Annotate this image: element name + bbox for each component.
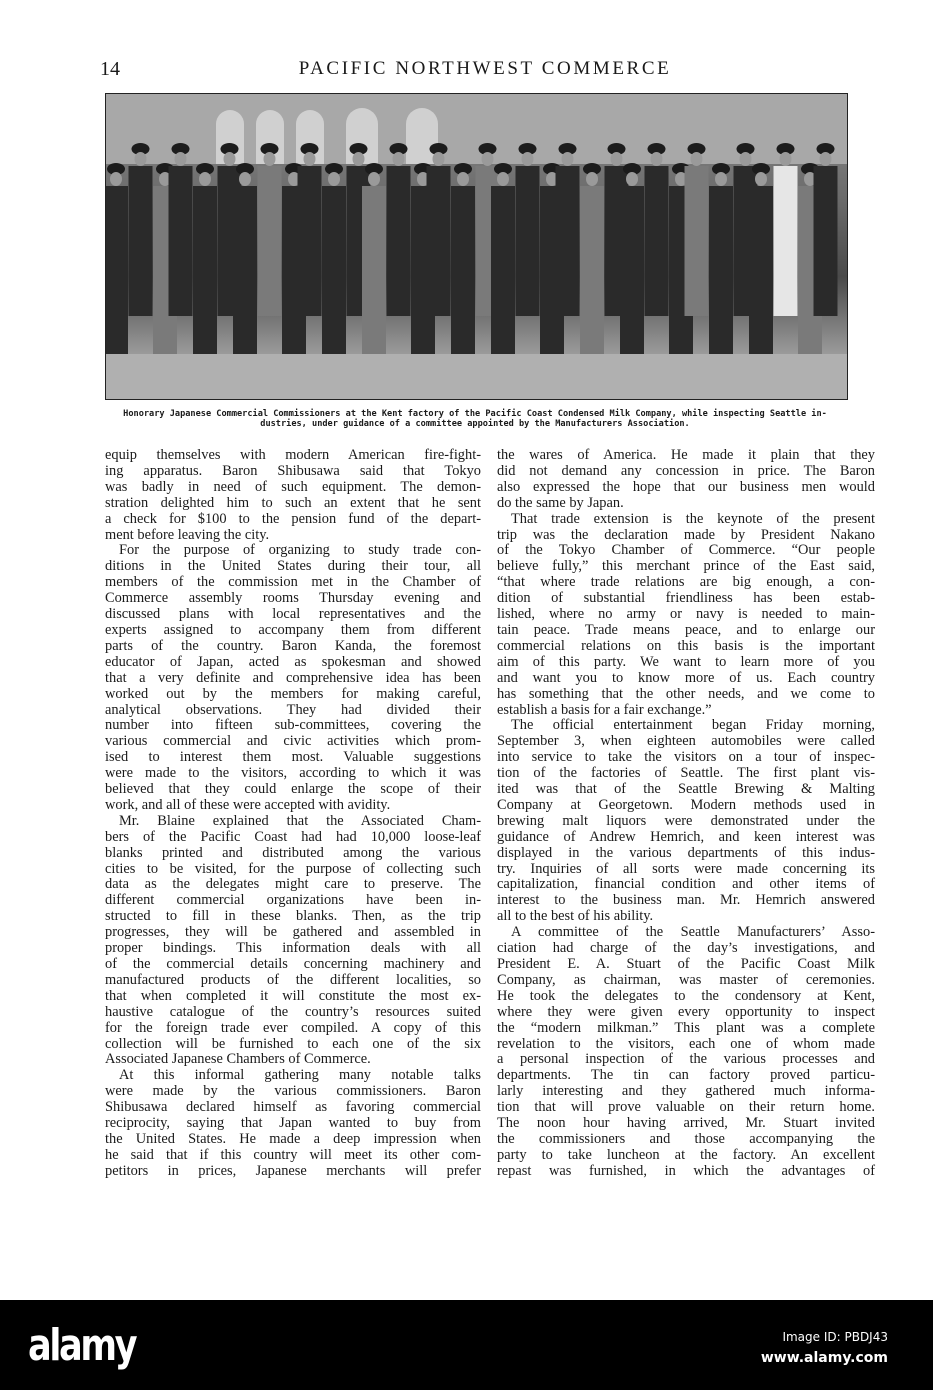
face [691,152,703,166]
figure [620,186,644,376]
text-line: Associated Japanese Chambers of Commerce. [105,1051,371,1068]
text-line: into service to take the visitors on a tour of inspec- [497,749,875,766]
text-line: he said that if this country will meet its other com- [105,1146,481,1163]
face [820,152,832,166]
paragraph [497,448,875,512]
text-line: capitalization, financial condition and other items of [497,876,875,893]
figure [580,186,604,376]
face [135,152,147,166]
text-line: haustive catalogue of the country’s resources suited [105,1003,481,1020]
figure [298,166,322,316]
text-line: a personal inspection of the various processes and [497,1051,875,1068]
text-line: the wares of America. He made it plain that they [497,447,875,463]
text-line: Commerce assembly rooms Thursday evening and [105,590,481,607]
left-column [105,448,481,1180]
text-line: trip was the declaration made by President Nakano [497,526,875,543]
text-line: bers of the Pacific Coast had had 10,000 loose-leaf [105,828,481,845]
face [368,172,380,186]
text-line: that a very definite and comprehensive idea has been [105,669,481,686]
text-line: larly interesting and they gathered much informa- [497,1083,875,1100]
paragraph [105,814,481,1069]
figure [427,166,451,316]
text-line: stration delighted him to such an extent that he sent [105,494,481,511]
text-line: members of the commission met in the Chamber of [105,574,481,591]
text-line: For the purpose of organizing to study trade con- [119,542,481,559]
figure [749,186,773,376]
text-line: commercial relations on this basis is the important [497,637,875,654]
paragraph [105,448,481,543]
text-line: analytical observations. They had divided their [105,701,481,718]
face [715,172,727,186]
face [264,152,276,166]
figure [233,186,257,376]
face [586,172,598,186]
face [239,172,251,186]
figure [193,186,217,376]
text-line: the United States. He made a deep impression when [105,1130,481,1147]
face [393,152,405,166]
text-line: President E. A. Stuart of the Pacific Coast Milk [497,956,875,972]
text-line: That trade extension is the keynote of the present [511,510,875,527]
text-line: data as the delegates might care to preserve. The [105,876,481,893]
paragraph [105,543,481,813]
figure [774,166,798,316]
text-line: brewing malt liquors were demonstrated under the [497,812,875,829]
text-line: ment before leaving the city. [105,526,270,543]
text-line: also expressed the hope that our business men would [497,478,875,495]
face [780,152,792,166]
text-line: various commercial and civic activities which prom- [105,733,481,750]
face [328,172,340,186]
watermark-bar [0,1300,933,1390]
figure [322,186,346,376]
group-photo-image [106,94,848,400]
face [199,172,211,186]
text-line: were made by the various commissioners. Baron [105,1083,481,1100]
text-line: tain peace. Trade means peace, and to enlarge our [497,621,875,638]
face [433,152,445,166]
text-line: blanks printed and distributed among the various [105,844,481,861]
photo-caption [100,409,850,429]
image-id: Image ID: PBDJ43 [782,1330,888,1344]
text-line: Company at Georgetown. Modern methods used in [497,796,875,813]
text-line: number into fifteen sub-committees, covering the [105,717,481,734]
text-line: ised to interest them most. Valuable suggestions [105,749,481,766]
paragraph [497,512,875,719]
text-line: lished, where no army or navy is needed to main- [497,606,875,623]
text-line: dition of substantial friendliness has been estab- [497,590,875,607]
text-line: repast was furnished, in which the advantages of [497,1162,875,1179]
text-line: proper bindings. This information deals with all [105,940,481,957]
text-line: ing apparatus. Baron Shibusawa said that Tokyo [105,462,481,479]
text-line: Company, as chairman, was master of ceremonies. [497,971,875,988]
text-line: has something that the other needs, and we come to [497,685,875,702]
face [353,152,365,166]
caption-line: Honorary Japanese Commercial Commissioners at the Kent factory of the Pacific Coast Condensed Milk Company, while inspecting Seattle in- [123,409,827,419]
text-line: the commissioners and those accompanying the [497,1130,875,1147]
text-line: were made to the visitors, according to which it was [105,765,481,782]
text-line: manufactured products of the different localities, so [105,971,481,988]
text-line: September 3, when eighteen automobiles were called [497,733,875,750]
figure [106,186,128,376]
paragraph [497,925,875,1180]
text-line: A committee of the Seattle Manufacturers’ Asso- [511,924,875,941]
face [482,152,494,166]
text-line: a check for $100 to the pension fund of the depart- [105,510,481,527]
site-url: www.alamy.com [760,1350,888,1366]
group-photo [105,93,848,400]
face [740,152,752,166]
figure [169,166,193,316]
face [562,152,574,166]
figure [645,166,669,316]
figure [685,166,709,316]
text-line: departments. The tin can factory proved particu- [497,1067,875,1084]
text-line: of the Tokyo Chamber of Commerce. “Our people [497,542,875,559]
face [626,172,638,186]
text-line: did not demand any concession in price. The Baron [497,462,875,479]
figure [387,166,411,316]
text-line: tion that will prove valuable on their return home. [497,1099,875,1116]
text-line: reciprocity, saying that Japan wanted to buy from [105,1115,481,1132]
text-line: the “modern milkman.” This plant was a complete [497,1019,875,1036]
face [755,172,767,186]
text-line: tion of the factories of Seattle. The first plant vis- [497,765,875,782]
text-line: do the same by Japan. [497,494,624,511]
text-line: He took the delegates to the condensory at Kent, [497,987,875,1004]
figure [258,166,282,316]
running-header: PACIFIC NORTHWEST COMMERCE [298,58,672,79]
street [106,354,848,400]
text-line: experts assigned to accompany them from different [105,621,481,638]
text-line: collection will be furnished to each one of the six [105,1035,481,1052]
text-line: Mr. Blaine explained that the Associated Cham- [119,812,481,829]
figure [129,166,153,316]
text-line: different commercial organizations have been in- [105,892,481,909]
text-line: The official entertainment began Friday morning, [511,717,875,734]
figure [814,166,838,316]
text-line: petitors in prices, Japanese merchants will prefer [105,1162,481,1179]
text-line: Shibusawa declared himself as favoring commercial [105,1099,481,1116]
face [224,152,236,166]
figure [709,186,733,376]
text-line: ited was that of the Seattle Brewing & Malting [497,781,875,798]
text-line: and want you to know more of us. Each country [497,669,875,686]
crowd-of-men [106,143,838,376]
face [611,152,623,166]
figure [451,186,475,376]
text-line: displayed in the various departments of this indus- [497,844,875,861]
text-line: structed to fill in these blanks. Then, as the trip [105,908,481,925]
figure [491,186,515,376]
text-line: equip themselves with modern American fire-fight- [105,447,481,463]
text-line: work, and all of these were accepted with avidity. [105,796,391,813]
face [457,172,469,186]
text-line: where they were given every opportunity to inspect [497,1003,875,1020]
text-line: interest to the business man. Mr. Hemrich answered [497,892,875,909]
text-line: At this informal gathering many notable talks [119,1067,481,1084]
text-line: was badly in need of such equipment. The demon- [105,478,481,495]
figure [362,186,386,376]
text-line: “that where trade relations are big enough, a con- [497,574,875,591]
text-line: believe fully,” this merchant prince of the East said, [497,558,875,575]
text-line: educator of Japan, acted as spokesman and showed [105,653,481,670]
text-line: aim of this party. We want to learn more of you [497,653,875,670]
text-line: believed that they could enlarge the scope of their [105,781,481,798]
face [522,152,534,166]
caption-line: dustries, under guidance of a committee appointed by the Manufacturers Association. [260,419,690,429]
paragraph [497,718,875,925]
text-line: discussed plans with local representatives and the [105,606,481,623]
face [651,152,663,166]
face [304,152,316,166]
figure [556,166,580,316]
figure [516,166,540,316]
text-line: guidance of Andrew Hemrich, and keen interest was [497,828,875,845]
text-line: that when completed it will constitute the most ex- [105,987,481,1004]
text-line: parts of the country. Baron Kanda, the foremost [105,637,481,654]
face [497,172,509,186]
face [110,172,122,186]
text-line: of the commercial details concerning machinery and [105,956,481,972]
text-line: all to the best of his ability. [497,908,654,925]
text-line: ditions in the United States during their tour, all [105,558,481,575]
text-line: revelation to the visitors, each one of whom made [497,1035,875,1052]
alamy-logo: alamy [28,1320,136,1371]
text-line: try. Inquiries of all sorts were made concerning its [497,860,875,877]
paragraph [105,1068,481,1179]
text-line: cities to be visited, for the purpose of collecting such [105,860,481,877]
text-line: for the foreign trade ever compiled. A copy of this [105,1019,481,1036]
text-line: progresses, they will be gathered and assembled in [105,924,481,941]
text-line: ciation had charge of the day’s investigations, and [497,940,875,957]
text-line: establish a basis for a fair exchange.” [497,701,712,718]
face [175,152,187,166]
right-column [497,448,875,1180]
page-number: 14 [100,58,120,80]
text-line: party to take luncheon at the factory. An excellent [497,1146,875,1163]
text-line: The noon hour having arrived, Mr. Stuart invited [497,1115,875,1132]
text-line: worked out by the members for making careful, [105,685,481,702]
